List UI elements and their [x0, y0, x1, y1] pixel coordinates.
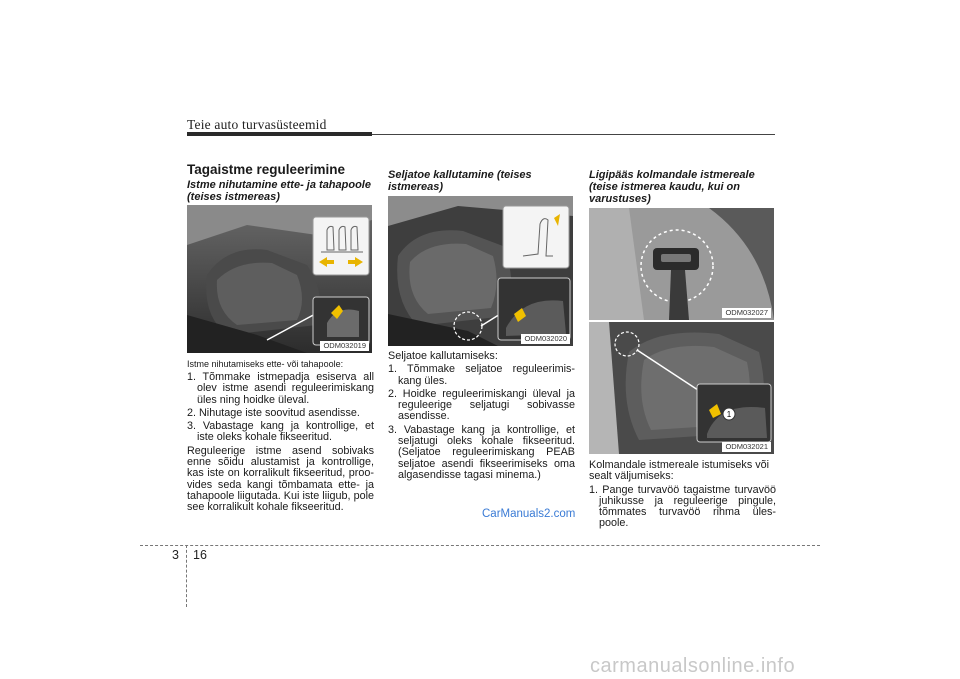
header-rule-thick — [187, 132, 372, 136]
watermark-link[interactable]: CarManuals2.com — [482, 508, 576, 520]
step-item: 3. Vabastage kang ja kontrollige, et iste oleks kohale fikseeritud. — [187, 420, 374, 444]
subsection-title: Seljatoe kallutamine (teises istmereas) — [388, 169, 532, 193]
step-item: 1. Tõmmake seljatoe reguleerimis- kang üles. — [388, 363, 575, 387]
step-item: 1. Tõmmake istmepadja esiserva all olev istme asendi reguleerimiskang üles ning hoidke üleval. — [187, 371, 374, 406]
step-badge: 1 — [726, 410, 732, 419]
column-third-row-access — [589, 162, 776, 532]
subsection-title: Ligipääs kolmandale istmereale (teise istmerea kaudu, kui on varustuses) — [589, 169, 755, 205]
seat-slide-illustration — [187, 205, 372, 353]
page-number: 16 — [193, 548, 207, 562]
site-watermark: carmanualsonline.info — [590, 655, 796, 677]
third-row-photo — [589, 322, 774, 454]
steps-list — [589, 485, 776, 530]
footer-divider — [140, 545, 820, 546]
belt-guide-photo — [589, 208, 774, 320]
page-header-title: Teie auto turvasüsteemid — [187, 117, 327, 132]
instruction-lead: Kolmandale istmereale istumiseks või sealt väljumiseks: — [589, 459, 770, 483]
image-code: ODM032019 — [320, 341, 369, 351]
column-seatback-recline — [388, 162, 575, 483]
third-row-illustration — [589, 322, 774, 454]
instruction-lead: Istme nihutamiseks ette- või tahapoole: — [187, 359, 344, 369]
image-code: ODM032027 — [722, 308, 771, 318]
instruction-lead: Seljatoe kallutamiseks: — [388, 350, 498, 362]
seatback-illustration — [388, 196, 573, 346]
step-item: 2. Hoidke reguleerimiskangi üleval ja reguleerige seljatugi sobivasse asendisse. — [388, 387, 575, 423]
image-code: ODM032021 — [722, 442, 771, 452]
step-item: 3. Vabastage kang ja kontrollige, et seljatugi oleks kohale fikseeritud. (Seljatoe reguleerimiskang PEAB seljatoe asendi fikseerimiseks oma algasendisse tagasi minema.) — [388, 423, 575, 481]
section-number: 3 — [172, 548, 179, 562]
step-item: 1. Pange turvavöö tagaistme turvavöö juhikusse ja reguleerige pingule, tõmmates turvavöö rihma üles- poole. — [589, 483, 776, 530]
image-code: ODM032020 — [521, 334, 570, 344]
section-title: Tagaistme reguleerimine — [187, 162, 346, 177]
adjust-note: Reguleerige istme asend sobivaks enne sõidu alustamist ja kontrollige, kas iste on korralikult fikseeritud, proo- vides seda kangi tõmbamata ette- ja tahapoole liigutada. Kui iste liigub, pole see korralikult kohale fikseeritud. — [187, 444, 374, 514]
step-item: 2. Nihutage iste soovitud asendisse. — [187, 406, 360, 419]
header-rule-thin — [372, 134, 775, 135]
steps-list — [388, 364, 575, 481]
subsection-title: Istme nihutamine ette- ja tahapoole (teises istmereas) — [187, 179, 371, 203]
column-rear-seat-adjust — [187, 162, 374, 514]
seat-slide-photo — [187, 205, 372, 353]
steps-list — [187, 372, 374, 444]
belt-guide-illustration — [589, 208, 774, 320]
seatback-photo — [388, 196, 573, 346]
footer-vertical-divider — [186, 545, 187, 607]
